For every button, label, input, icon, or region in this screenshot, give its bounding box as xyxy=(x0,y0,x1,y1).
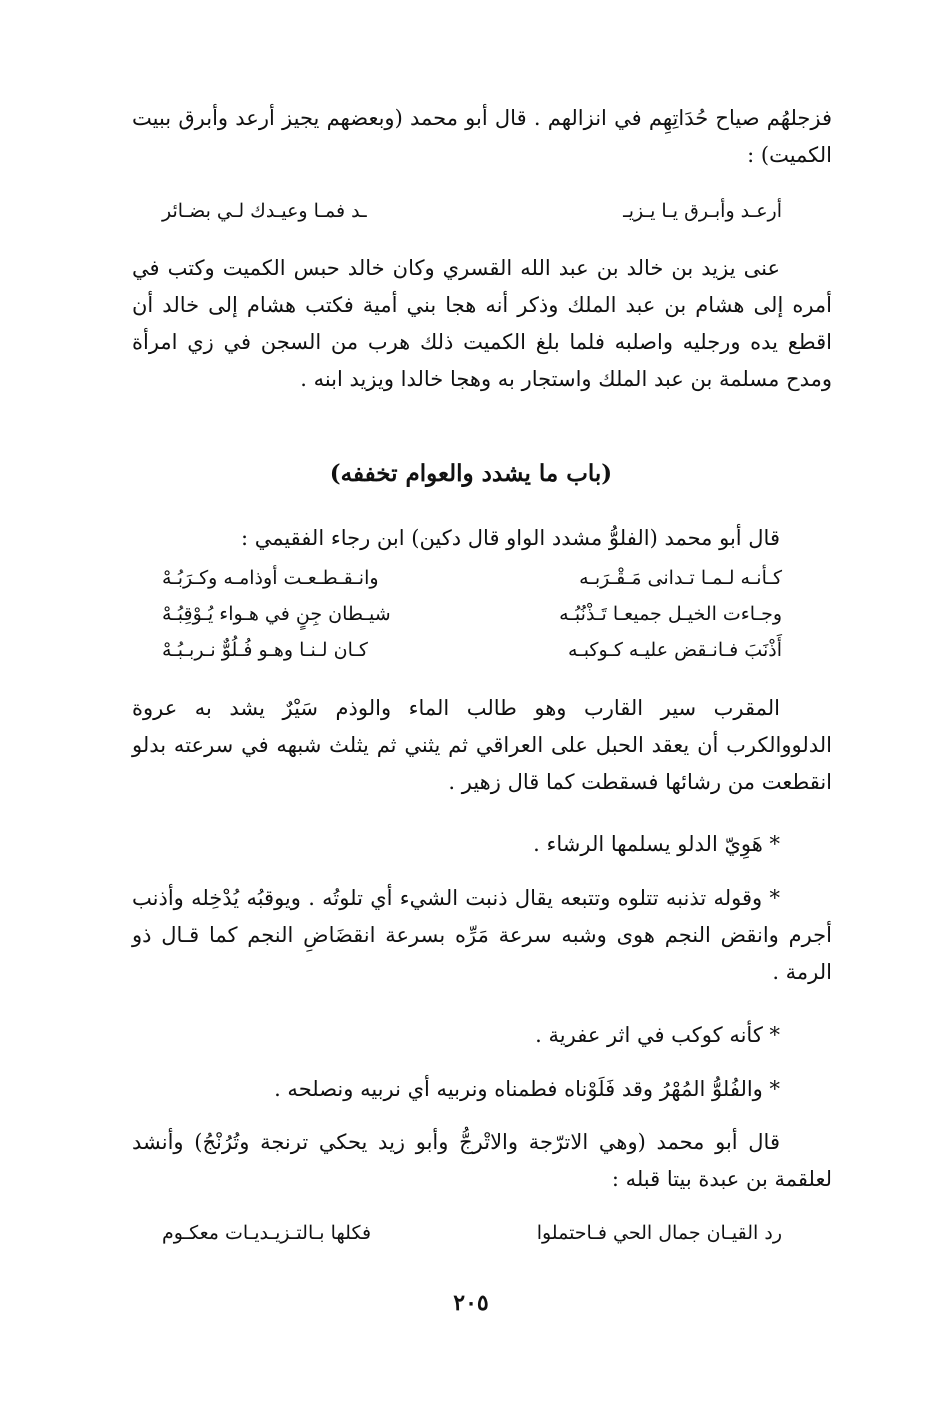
verse-hemistich-left: وانـقـطـعـت أوذامـه وكـرَبُـهْ xyxy=(162,567,379,589)
body-paragraph: عنى يزيد بن خالد بن عبد الله القسري وكان خالد حبس الكميت وكتب في أمره إلى هشام بن عبد الملك وذكر أنه هجا بني أمية فكتب هشام إلى خالد أن اقطع يده ورجليه واصلبه فلما بلغ الكميت ذلك هرب من السجن في زي امرأة ومدح مسلمة بن عبد الملك واستجار به وهجا خالدا ويزيد ابنه . xyxy=(132,256,832,391)
verse-hemistich-right: وجـاءت الخيـل جميعـا تَـذْنُبُـه xyxy=(559,603,782,625)
verse-line xyxy=(162,1222,782,1244)
intro-paragraph: قال أبو محمد (الفلوُّ مشدد الواو قال دكين) ابن رجاء الفقيمي : xyxy=(240,526,780,550)
verse-hemistich-left: شيـطان جِنٍ في هـواء يُـوْقِبُـهْ xyxy=(162,603,391,625)
quote-line: * والفُلوُّ المُهْرُ وقد فَلَوْناه فطمناه ونربيه أي نربيه ونصلحه . xyxy=(274,1077,780,1101)
quote-line: * هَوِيّ الدلو يسلمها الرشاء . xyxy=(533,832,780,856)
verse-hemistich-left: فكلها بـالتـزيـديـات معكـوم xyxy=(162,1222,372,1244)
verse-hemistich-left: كـان لـنـا وهـو فُـلُوٌّ نـربـبُـهْ xyxy=(162,639,368,661)
verse-line xyxy=(162,603,782,625)
verse-hemistich-right: أَذْنَبَ فـانـقض عليـه كـوكبـه xyxy=(567,639,782,661)
page-number: ٢٠٥ xyxy=(453,1290,489,1316)
verse-hemistich-right: أرعـد وأبـرق يـا يـزيـ xyxy=(623,200,782,222)
quote-line: * كأنه كوكب في اثر عفرية . xyxy=(535,1023,780,1047)
intro-paragraph: فزجلهُم صياح حُدَاتِهِم في انزالهم . قال أبو محمد (وبعضهم يجيز أرعد وأبرق ببيت الكميت) : xyxy=(132,106,832,167)
verse-line xyxy=(162,639,782,661)
body-paragraph: * وقوله تذنبه تتلوه وتتبعه يقال ذنبت الشيء أي تلوتُه . ويوقبُه يُدْخِله وأذنب أجرم وانقض النجم هوى وشبه سرعة مَرِّه بسرعة انقضَاضِ النجم كما قـال ذو الرمة . xyxy=(132,886,832,984)
verse-line xyxy=(162,200,782,222)
verse-line xyxy=(162,567,782,589)
section-heading: (باب ما يشدد والعوام تخففه) xyxy=(329,460,613,487)
verse-hemistich-left: ـد فمـا وعيـدك لـي بضـائر xyxy=(162,200,367,222)
body-paragraph: المقرب سير القارب وهو طالب الماء والوذم سَيْرٌ يشد به عروة الدلووالكرب أن يعقد الحبل على العراقي ثم يثني ثم يثلث شبهه في سرعته بدلو انقطعت من رشائها فسقطت كما قال زهير . xyxy=(132,696,832,794)
verse-hemistich-right: كـأنـه لـمـا تـدانى مَـقْـرَبـه xyxy=(579,567,782,589)
body-paragraph: قال أبو محمد (وهي الاترّجة والاتْرجُّ وأبو زيد يحكي ترنجة وتُرُنْجُ) وأنشد لعلقمة بن عبدة بيتا قبله : xyxy=(132,1130,832,1191)
verse-hemistich-right: رد القيـان جمال الحي فـاحتملوا xyxy=(536,1222,782,1244)
